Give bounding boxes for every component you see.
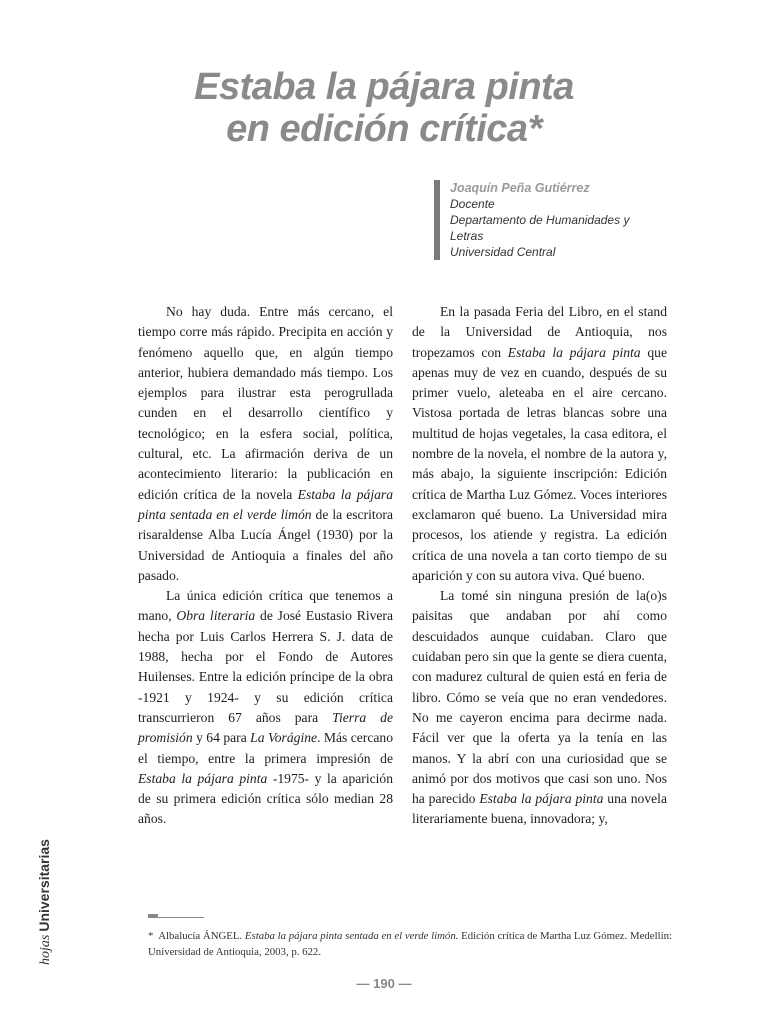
text-span: No hay duda. Entre más cercano, el tiempo corre más rápido. Precipita en acción y fenómeno aquello que, en algún tiempo anterior, hubiera demandado más tiempo. Los ejemplos para ilustrar esta perogrullada cunden en el desarrollo científico y tecnológico; en la esfera social, política, cultural, etc. La afirmación deriva de un acontecimiento literario: la publicación en edición crítica de la novela [138, 304, 393, 502]
text-span: de José Eustasio Rivera hecha por Luis Carlos Herrera S. J. data de 1988, hecha por el Fondo de Autores Huilenses. Entre la edición príncipe de la obra -1921 y 1924- y su edición crítica transcurrieron 67 años para [138, 608, 393, 725]
text-span: Edición crítica de Martha Luz Gómez. Medellín: Universidad de Antioquia, 2003, p. 622. [148, 930, 672, 958]
text-span: una novela literariamente buena, innovadora; y, [412, 791, 667, 827]
article-title [0, 66, 768, 150]
body-column-right [412, 302, 667, 830]
footnote-rule-mark [148, 914, 158, 917]
journal-name [36, 839, 54, 965]
text-span: que apenas muy de vez en cuando, después de su primer vuelo, aleteaba en el aire cercano. Vistosa portada de letras blancas sobre una multitud de hojas vegetales, la casa editora, el nombre de la novela, el nombre de la autora y, más abajo, la siguiente inscripción: Edición crítica de Martha Luz Gómez. Voces interiores exclamaron qué bueno. La Universidad mira procesos, los atiende y registra. La edición crítica de una novela a tan corto tiempo de su aparición y con su autora viva. Qué bueno. [412, 344, 667, 583]
body-paragraph [138, 302, 393, 586]
text-span: -1975- y la aparición de su primera edición crítica sólo median 28 años. [138, 770, 393, 827]
text-span: La única edición crítica que tenemos a mano, [138, 588, 393, 624]
italic-title-span: Obra literaria [176, 608, 256, 624]
footnote-rule [148, 917, 204, 918]
footnote-marker: * [148, 930, 154, 942]
page-number: — 190 — [356, 976, 412, 991]
text-span: de la escritora risaraldense Alba Lucía Ángel (1930) por la Universidad de Antioquia a finales del año pasado. [138, 506, 393, 583]
italic-title-span: Estaba la pájara pinta sentada en el verde limón. [244, 930, 459, 942]
author-name: Joaquín Peña Gutiérrez [450, 181, 590, 195]
italic-title-span: Estaba la pájara pinta [138, 770, 268, 786]
author-block [434, 180, 690, 260]
italic-title-span: Estaba la pájara pinta sentada en el verde limón [138, 486, 393, 522]
journal-name-word-1: hojas [38, 934, 53, 965]
text-span: . Más cercano el tiempo, entre la primera impresión de [138, 730, 393, 766]
author-department-2: Letras [450, 229, 484, 243]
author-role: Docente [450, 197, 495, 211]
italic-title-span: Estaba la pájara pinta [479, 791, 604, 807]
body-column-left [138, 302, 393, 830]
text-span: En la pasada Feria del Libro, en el stand de la Universidad de Antioquia, nos tropezamos con [412, 304, 667, 360]
body-paragraph [412, 302, 667, 586]
footnote-text [148, 930, 672, 958]
italic-title-span: Tierra de promisión [138, 709, 393, 746]
body-paragraph [138, 586, 393, 830]
journal-sidebar [28, 839, 58, 965]
text-span: Albalucía ÁNGEL. [158, 930, 245, 942]
author-department-1: Departamento de Humanidades y [450, 213, 630, 227]
body-paragraph [412, 586, 667, 830]
text-span: La tomé sin ninguna presión de la(o)s paisitas que andaban por ahí como descuidados aunque cuidaban. Claro que cuidaban pero sin que la gente se diera cuenta, con madurez cultural de quien está en feria de libro. Cómo se veía que no eran vendedores. No me cayeron encima para decirme nada. Fácil ver que la oferta ya la tenía en las manos. Y la abrí con una curiosidad que se animó por dos motivos que casi son uno. Nos ha parecido [412, 588, 667, 807]
italic-title-span: Estaba la pájara pinta [507, 344, 641, 360]
italic-title-span: La Vorágine [250, 730, 318, 746]
title-line-1: Estaba la pájara pinta [194, 66, 574, 108]
author-institution: Universidad Central [450, 245, 556, 259]
journal-name-word-2: Universitarias [36, 839, 52, 932]
footnote [148, 928, 672, 960]
title-line-2: en edición crítica* [226, 108, 542, 150]
text-span: y 64 para [192, 730, 251, 746]
